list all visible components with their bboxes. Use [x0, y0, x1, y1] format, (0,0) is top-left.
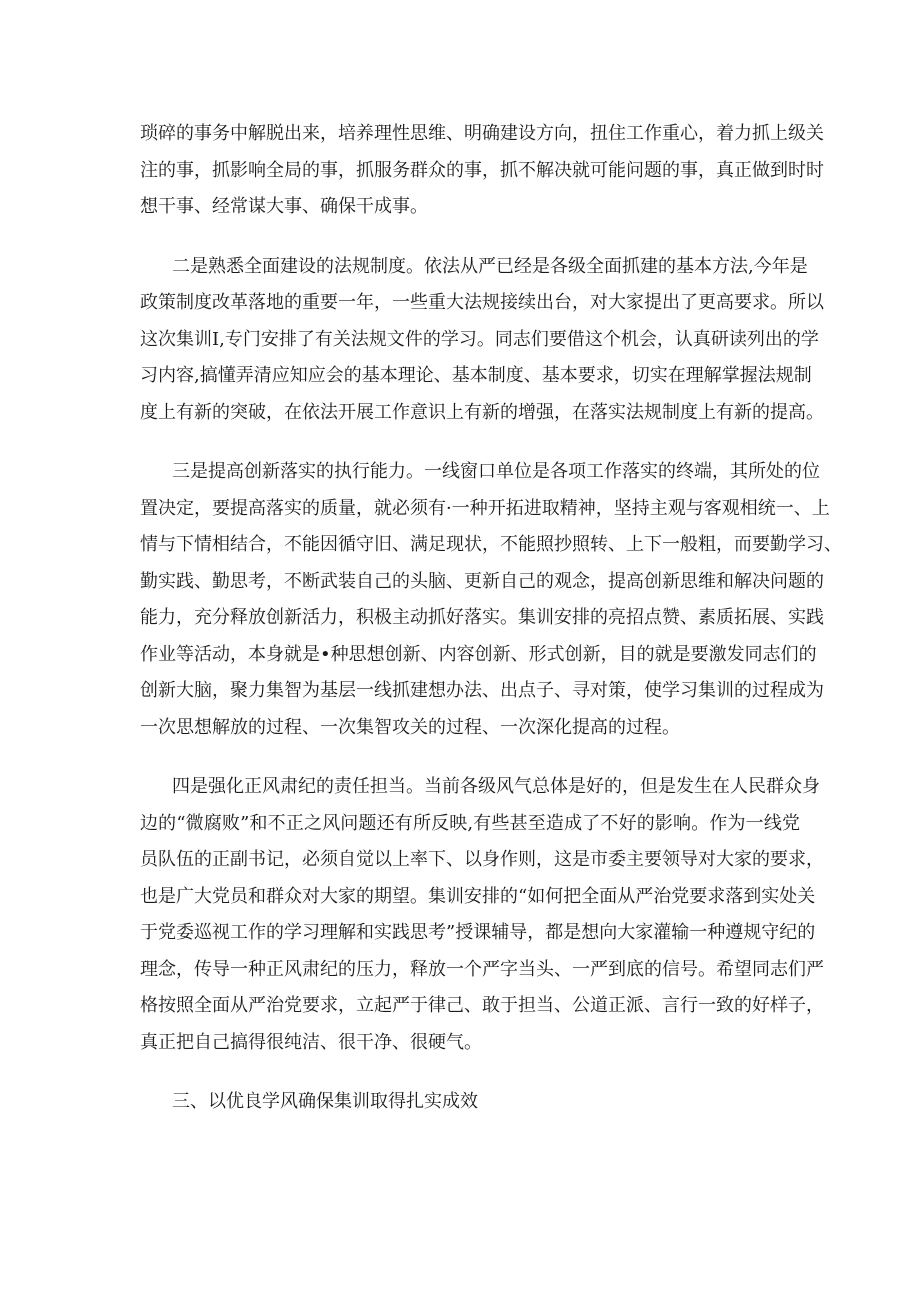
text-line: 格按照全面从严治党要求，立起严于律己、敢于担当、公道正派、言行一致的好样子，	[140, 995, 824, 1016]
paragraph-continuation	[140, 116, 824, 226]
text-line: 一次思想解放的过程、一次集智攻关的过程、一次深化提高的过程。	[140, 716, 680, 738]
text-line: 琐碎的事务中解脱出来，培养理性思维、明确建设方向，扭住工作重心，着力抓上级关	[140, 123, 824, 144]
text-line: 也是广大党员和群众对大家的期望。集训安排的“如何把全面从严治党要求落到实处关	[140, 885, 816, 907]
text-line: 真正把自己搞得很纯洁、很干净、很硬气。	[140, 1031, 482, 1053]
text-line: 想干事、经常谋大事、确保干成事。	[140, 196, 428, 217]
text-line: 理念，传导一种正风肃纪的压力，释放一个严字当头、一严到底的信号。希望同志们严	[140, 958, 824, 980]
text-line: 置决定，要提高落实的质量，就必须有·一种开拓进取精神，坚持主观与客观相统一、上	[140, 497, 830, 519]
text-line: 三是提高创新落实的执行能力。一线窗口单位是各项工作落实的终端，其所处的位	[172, 461, 820, 482]
text-line: 边的“微腐败”和不正之风问题还有所反映,有些甚至造成了不好的影响。作为一线党	[140, 812, 800, 834]
text-line: 注的事，抓影响全局的事，抓服务群众的事，抓不解决就可能问题的事，真正做到时时	[140, 159, 824, 181]
paragraph-regulations	[140, 249, 824, 432]
text-line: 情与下情相结合，不能因循守旧、满足现状，不能照抄照转、上下一般粗，而要勤学习、	[140, 534, 842, 555]
text-line: 度上有新的突破，在依法开展工作意识上有新的增强，在落实法规制度上有新的提高。	[140, 401, 824, 423]
text-line: 能力，充分释放创新活力，积极主动抓好落实。集训安排的亮招点赞、素质拓展、实践	[140, 607, 824, 628]
text-line: 二是熟悉全面建设的法规制度。依法从严已经是各级全面抓建的基本方法,今年是	[172, 255, 808, 277]
section-heading-text: 三、以优良学风确保集训取得扎实成效	[172, 1091, 478, 1112]
text-line: 创新大脑，聚力集智为基层一线抓建想办法、出点子、寻对策，使学习集训的过程成为	[140, 680, 824, 701]
section-heading	[140, 1084, 800, 1121]
document-body	[140, 116, 842, 1144]
text-line: 勤实践、勤思考，不断武装自己的头脑、更新自己的观念，提高创新思维和解决问题的	[140, 570, 824, 592]
text-line: 作业等活动，本身就是•种思想创新、内容创新、形式创新，目的就是要激发同志们的	[140, 643, 817, 665]
text-line: 习内容,搞懂弄清应知应会的基本理论、基本制度、基本要求，切实在理解掌握法规制	[140, 365, 812, 386]
text-line: 这次集训Ⅰ,专门安排了有关法规文件的学习。同志们要借这个机会，认真研读列出的学	[140, 328, 819, 350]
paragraph-innovation	[140, 454, 842, 746]
text-line: 员队伍的正副书记，必须自觉以上率下、以身作则，这是市委主要领导对大家的要求，	[140, 849, 824, 870]
text-line: 四是强化正风肃纪的责任担当。当前各级风气总体是好的，但是发生在人民群众身	[172, 776, 820, 797]
text-line: 于党委巡视工作的学习理解和实践思考”授课辅导，都是想向大家灌输一种遵规守纪的	[140, 922, 816, 943]
text-line: 政策制度改革落地的重要一年，一些重大法规接续出台，对大家提出了更高要求。所以	[140, 292, 824, 313]
paragraph-discipline	[140, 769, 824, 1061]
